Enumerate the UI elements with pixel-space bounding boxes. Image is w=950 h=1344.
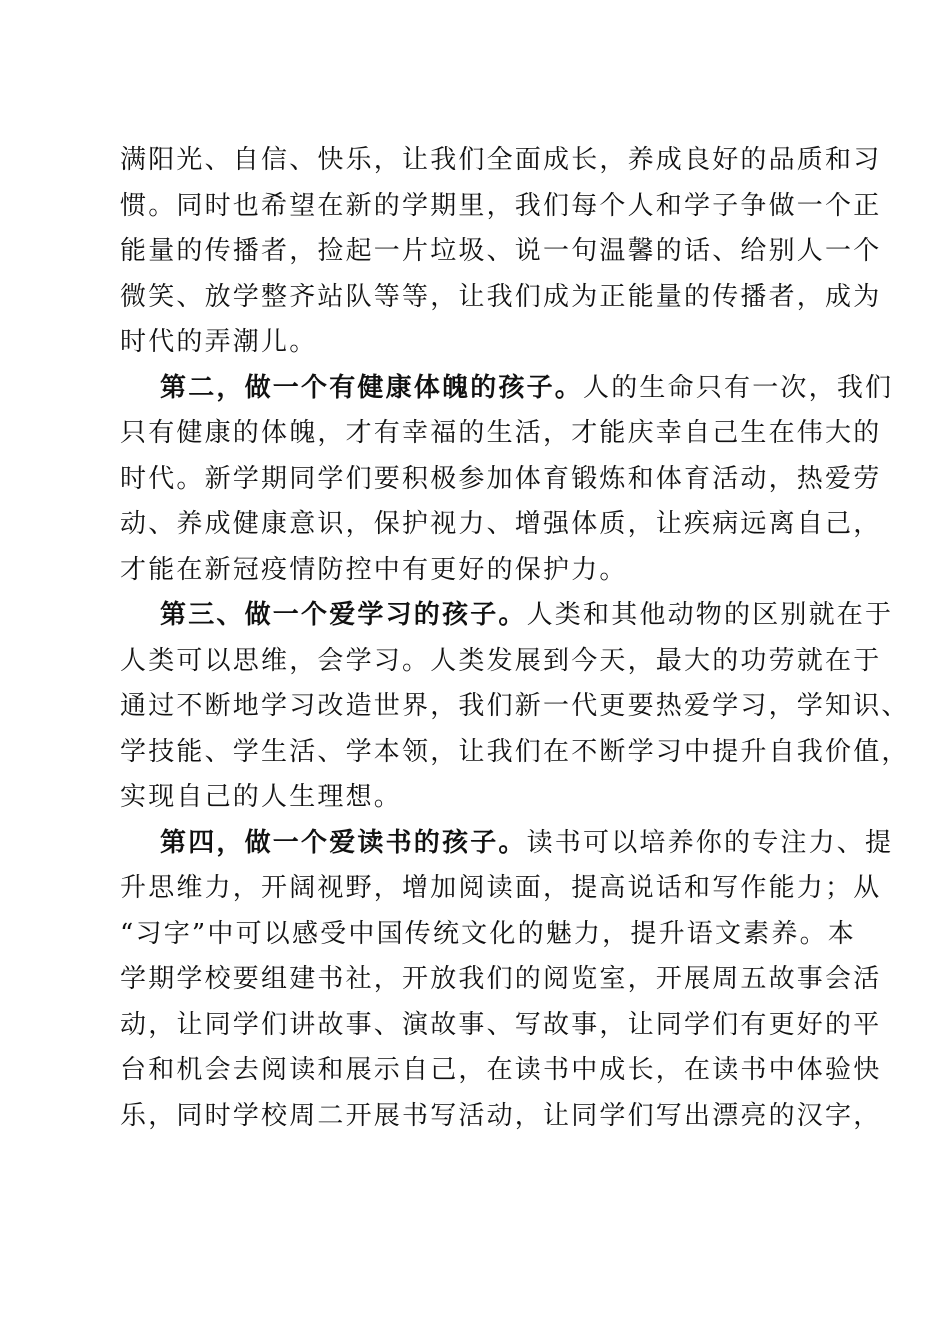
paragraph-line: 乐，同时学校周二开展书写活动，让同学们写出漂亮的汉字， (120, 1100, 882, 1131)
paragraph-line: 只有健康的体魄，才有幸福的生活，才能庆幸自己生在伟大的 (120, 418, 882, 448)
paragraph-line: 通过不断地学习改造世界，我们新一代更要热爱学习，学知识、 (120, 691, 910, 721)
paragraph-line: 惯。同时也希望在新的学期里，我们每个人和学子争做一个正 (120, 190, 882, 221)
paragraph-line: 微笑、放学整齐站队等等，让我们成为正能量的传播者，成为 (120, 281, 882, 312)
paragraph-line: 升思维力，开阔视野，增加阅读面，提高说话和写作能力；从 (120, 873, 882, 903)
paragraph-line-text: 人的生命只有一次，我们 (583, 372, 894, 403)
paragraph-heading: 第四，做一个爱读书的孩子。 (160, 827, 527, 858)
paragraph-line: 满阳光、自信、快乐，让我们全面成长，养成良好的品质和习 (120, 145, 882, 175)
paragraph-line: 学期学校要组建书社，开放我们的阅览室，开展周五故事会活 (120, 964, 882, 994)
paragraph-line: 动、养成健康意识，保护视力、增强体质，让疾病远离自己， (120, 509, 882, 539)
paragraph-1 (120, 138, 882, 366)
paragraph-3 (120, 593, 910, 821)
document-body (120, 138, 910, 1139)
paragraph-line: 能量的传播者，捡起一片垃圾、说一句温馨的话、给别人一个 (120, 236, 882, 266)
paragraph-first-line (120, 821, 894, 867)
paragraph-line: 实现自己的人生理想。 (120, 782, 403, 812)
paragraph-line: 台和机会去阅读和展示自己，在读书中成长，在读书中体验快 (120, 1055, 882, 1085)
paragraph-2 (120, 366, 894, 594)
paragraph-first-line (120, 593, 894, 639)
paragraph-line-text: 人类和其他动物的区别就在于 (526, 600, 894, 630)
paragraph-heading: 第二，做一个有健康体魄的孩子。 (160, 372, 584, 403)
paragraph-first-line (120, 366, 894, 412)
paragraph-line: “习字”中可以感受中国传统文化的魅力，提升语文素养。本 (120, 918, 856, 949)
paragraph-line: 时代。新学期同学们要积极参加体育锻炼和体育活动，热爱劳 (120, 463, 882, 494)
paragraph-line: 人类可以思维，会学习。人类发展到今天，最大的功劳就在于 (120, 645, 882, 676)
paragraph-4 (120, 821, 894, 1140)
paragraph-line-text: 读书可以培养你的专注力、提 (526, 827, 894, 858)
paragraph-line: 才能在新冠疫情防控中有更好的保护力。 (120, 554, 628, 585)
paragraph-line: 学技能、学生活、学本领，让我们在不断学习中提升自我价值， (120, 736, 910, 767)
paragraph-heading: 第三、做一个爱学习的孩子。 (160, 600, 527, 630)
paragraph-line: 时代的弄潮儿。 (120, 327, 318, 357)
paragraph-line: 动，让同学们讲故事、演故事、写故事，让同学们有更好的平 (120, 1009, 882, 1040)
